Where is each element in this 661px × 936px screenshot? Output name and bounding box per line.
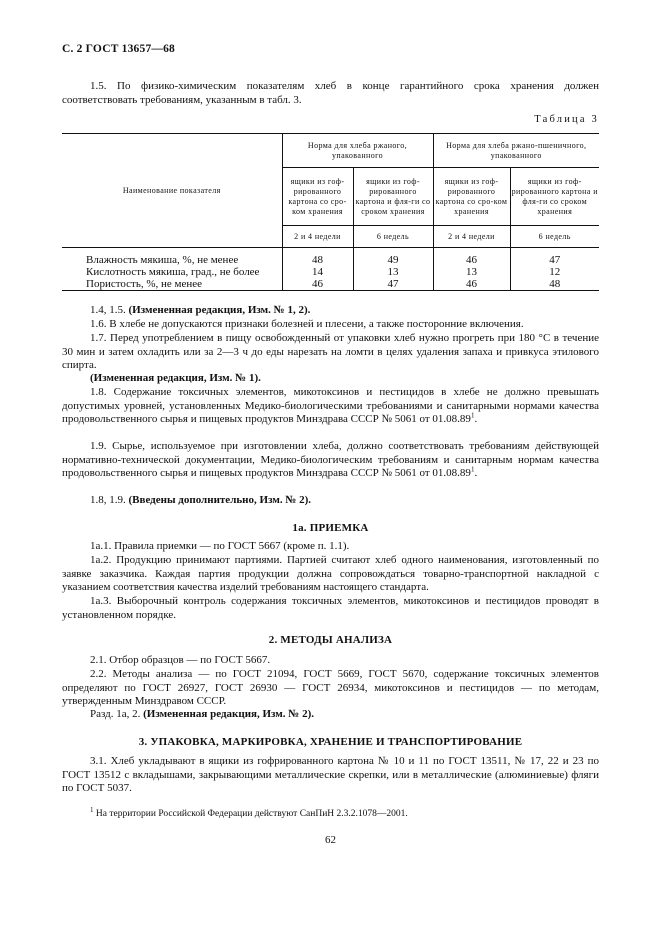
row-value: 46 [433, 278, 510, 291]
subheader-box-2: ящики из гоф-рированного картона и фля-ги со сроком хранения [353, 168, 433, 226]
period-3: 2 и 4 недели [433, 226, 510, 248]
row-value: 13 [353, 266, 433, 278]
paragraph-1-9: 1.9. Сырье, используемое при изготовлении хлеба, должно соответствовать требованиям действующей нормативно-технической документации, Медико-биологическим требованиям и санитарным нормам качества продовольственного сырья и пищевых продуктов Минздрава СССР № 5061 от 01.08.89$^1$. [62, 440, 599, 480]
paragraph-2-2: 2.2. Методы анализа — по ГОСТ 21094, ГОСТ 5669, ГОСТ 5670, содержание токсичных элементов определяют по ГОСТ 26927, ГОСТ 26930 — ГОСТ 26934, микотоксинов и пестицидов — по методам, утвержденным Минздравом СССР. [62, 668, 599, 708]
column-header-indicator: Наименование показателя [62, 134, 282, 248]
row-value: 48 [282, 254, 353, 266]
subheader-box-3: ящики из гоф-рированного картона со сро-ком хранения [433, 168, 510, 226]
paragraph-2-amendment: Разд. 1а, 2. (Измененная редакция, Изм. № 2). [90, 708, 315, 720]
paragraph-1-7-amendment: (Измененная редакция, Изм. № 1). [90, 372, 261, 384]
paragraph-1a-1: 1а.1. Правила приемки — по ГОСТ 5667 (кроме п. 1.1). [90, 540, 350, 552]
table-row [62, 278, 599, 291]
row-value: 13 [433, 266, 510, 278]
subheader-box-4: ящики из гоф-рированного картона и фля-ги со сроком хранения [510, 168, 599, 226]
row-value: 14 [282, 266, 353, 278]
paragraph-1-8: 1.8. Содержание токсичных элементов, микотоксинов и пестицидов в хлебе не должно превышать допустимых уровней, установленных Медико-биологическими требованиями и санитарными нормами качества продовольственного сырья и пищевых продуктов Минздрава СССР № 5061 от 01.08.89$^1$. [62, 386, 599, 426]
paragraph-1a-3: 1а.3. Выборочный контроль содержания токсичных элементов, микотоксинов и пестицидов проводят в установленном порядке. [62, 595, 599, 621]
row-value: 46 [282, 278, 353, 291]
section-title-1a: 1а. ПРИЕМКА [292, 522, 369, 534]
row-value: 47 [353, 278, 433, 291]
paragraph-1-7: 1.7. Перед употреблением в пищу освобожденный от упаковки хлеб нужно прогреть при 180 °С в течение 30 мин и затем охладить или за 2—3 ч до еды нарезать на ломти в целях удаления запаха и привкуса этилового спирта. [62, 332, 599, 372]
period-2: 6 недель [353, 226, 433, 248]
paragraph-1-6: 1.6. В хлебе не допускаются признаки болезней и плесени, а также посторонние включения. [90, 318, 524, 330]
paragraph-1-8-1-9-amendment: 1.8, 1.9. (Введены дополнительно, Изм. № 2). [90, 494, 312, 506]
section-title-2: 2. МЕТОДЫ АНАЛИЗА [268, 634, 393, 646]
group-header-rye-wheat: Норма для хлеба ржано-пшеничного, упакованного [433, 134, 599, 168]
table-row [62, 254, 599, 266]
subheader-box-1: ящики из гоф-рированного картона со сро-ком хранения [282, 168, 353, 226]
row-name: Кислотность мякиша, град., не более [86, 265, 260, 278]
paragraph-1a-2: 1а.2. Продукцию принимают партиями. Партией считают хлеб одного наименования, изготовленный по заявке заказчика. Каждая партия продукции должна сопровождаться товарно-транспортной накладной с указанием соответствия качества изделий требованиям настоящего стандарта. [62, 554, 599, 594]
paragraph-1-5: 1.5. По физико-химическим показателям хлеб в конце гарантийного срока хранения должен соответствовать требованиям, указанным в табл. 3. [62, 80, 599, 106]
table-3 [62, 133, 599, 291]
table-row [62, 266, 599, 278]
row-name: Влажность мякиша, %, не менее [86, 253, 239, 266]
row-value: 47 [510, 254, 599, 266]
period-4: 6 недель [510, 226, 599, 248]
row-name: Пористость, %, не менее [62, 278, 282, 291]
footnote: $^1$ На территории Российской Федерации действуют СанПиН 2.3.2.1078—2001. [90, 805, 408, 819]
paragraph-2-1: 2.1. Отбор образцов — по ГОСТ 5667. [90, 654, 271, 666]
page-number: 62 [325, 834, 336, 846]
period-1: 2 и 4 недели [282, 226, 353, 248]
section-title-3: 3. УПАКОВКА, МАРКИРОВКА, ХРАНЕНИЕ И ТРАНСПОРТИРОВАНИЕ [138, 736, 523, 748]
page-header: С. 2 ГОСТ 13657—68 [62, 43, 175, 55]
row-value: 49 [353, 254, 433, 266]
row-value: 12 [510, 266, 599, 278]
group-header-rye: Норма для хлеба ржаного, упакованного [282, 134, 433, 168]
row-value: 48 [510, 278, 599, 291]
paragraph-1-4-1-5-amendment: 1.4, 1.5. (Измененная редакция, Изм. № 1, 2). [90, 304, 311, 316]
row-value: 46 [433, 254, 510, 266]
paragraph-3-1: 3.1. Хлеб укладывают в ящики из гофрированного картона № 10 и 11 по ГОСТ 13511, № 17, 22 и 23 по ГОСТ 13512 с вкладышами, закрывающими металлические скрепки, или в металлические (алюминиевые) фляги по ГОСТ 5037. [62, 755, 599, 795]
table-caption: Таблица 3 [534, 114, 599, 125]
